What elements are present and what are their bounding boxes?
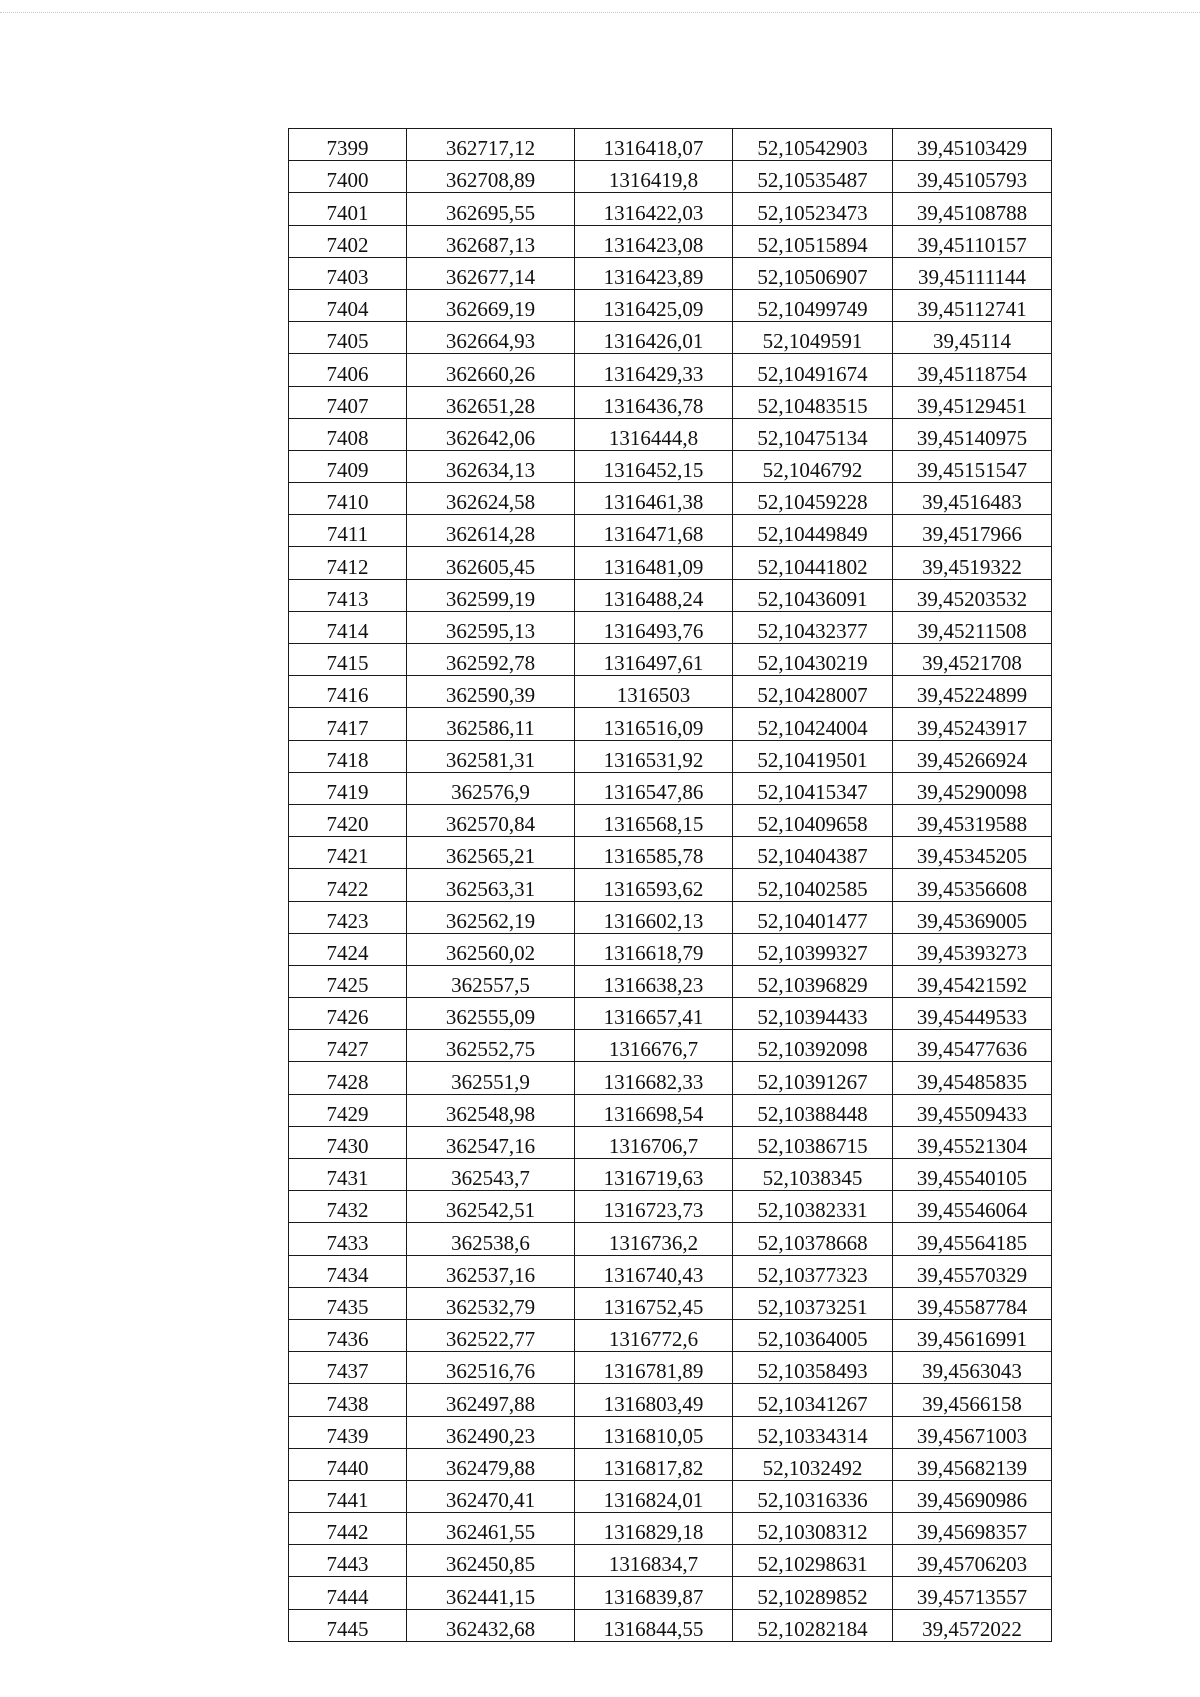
x-coordinate-cell: 362592,78 (407, 644, 575, 676)
point-number-cell: 7432 (289, 1191, 407, 1223)
latitude-cell: 52,1049591 (733, 322, 893, 354)
x-coordinate-cell: 362551,9 (407, 1062, 575, 1094)
y-coordinate-cell: 1316682,33 (575, 1062, 733, 1094)
latitude-cell: 52,10483515 (733, 386, 893, 418)
longitude-cell: 39,45546064 (893, 1191, 1052, 1223)
longitude-cell: 39,45521304 (893, 1126, 1052, 1158)
latitude-cell: 52,1046792 (733, 450, 893, 482)
latitude-cell: 52,10334314 (733, 1416, 893, 1448)
longitude-cell: 39,45449533 (893, 998, 1052, 1030)
longitude-cell: 39,45103429 (893, 129, 1052, 161)
table-row (289, 1384, 1052, 1416)
x-coordinate-cell: 362664,93 (407, 322, 575, 354)
longitude-cell: 39,45570329 (893, 1255, 1052, 1287)
y-coordinate-cell: 1316803,49 (575, 1384, 733, 1416)
table-row (289, 1352, 1052, 1384)
y-coordinate-cell: 1316844,55 (575, 1609, 733, 1641)
latitude-cell: 52,1032492 (733, 1448, 893, 1480)
table-row (289, 1191, 1052, 1223)
x-coordinate-cell: 362563,31 (407, 869, 575, 901)
longitude-cell: 39,45243917 (893, 708, 1052, 740)
y-coordinate-cell: 1316493,76 (575, 611, 733, 643)
y-coordinate-cell: 1316829,18 (575, 1513, 733, 1545)
point-number-cell: 7437 (289, 1352, 407, 1384)
latitude-cell: 52,10388448 (733, 1094, 893, 1126)
longitude-cell: 39,4519322 (893, 547, 1052, 579)
table-row (289, 965, 1052, 997)
x-coordinate-cell: 362614,28 (407, 515, 575, 547)
point-number-cell: 7438 (289, 1384, 407, 1416)
longitude-cell: 39,45224899 (893, 676, 1052, 708)
point-number-cell: 7419 (289, 772, 407, 804)
longitude-cell: 39,45266924 (893, 740, 1052, 772)
latitude-cell: 52,10428007 (733, 676, 893, 708)
x-coordinate-cell: 362708,89 (407, 161, 575, 193)
table-row (289, 1319, 1052, 1351)
y-coordinate-cell: 1316839,87 (575, 1577, 733, 1609)
y-coordinate-cell: 1316503 (575, 676, 733, 708)
table-row (289, 161, 1052, 193)
y-coordinate-cell: 1316426,01 (575, 322, 733, 354)
x-coordinate-cell: 362497,88 (407, 1384, 575, 1416)
y-coordinate-cell: 1316706,7 (575, 1126, 733, 1158)
y-coordinate-cell: 1316423,08 (575, 225, 733, 257)
y-coordinate-cell: 1316418,07 (575, 129, 733, 161)
latitude-cell: 52,10341267 (733, 1384, 893, 1416)
latitude-cell: 52,10409658 (733, 804, 893, 836)
point-number-cell: 7410 (289, 483, 407, 515)
point-number-cell: 7427 (289, 1030, 407, 1062)
x-coordinate-cell: 362490,23 (407, 1416, 575, 1448)
longitude-cell: 39,45713557 (893, 1577, 1052, 1609)
point-number-cell: 7404 (289, 289, 407, 321)
latitude-cell: 52,10449849 (733, 515, 893, 547)
latitude-cell: 52,10396829 (733, 965, 893, 997)
longitude-cell: 39,45203532 (893, 579, 1052, 611)
point-number-cell: 7412 (289, 547, 407, 579)
x-coordinate-cell: 362634,13 (407, 450, 575, 482)
y-coordinate-cell: 1316488,24 (575, 579, 733, 611)
longitude-cell: 39,45698357 (893, 1513, 1052, 1545)
point-number-cell: 7399 (289, 129, 407, 161)
longitude-cell: 39,45356608 (893, 869, 1052, 901)
point-number-cell: 7439 (289, 1416, 407, 1448)
table-row (289, 225, 1052, 257)
y-coordinate-cell: 1316752,45 (575, 1287, 733, 1319)
point-number-cell: 7415 (289, 644, 407, 676)
y-coordinate-cell: 1316781,89 (575, 1352, 733, 1384)
point-number-cell: 7420 (289, 804, 407, 836)
latitude-cell: 52,10499749 (733, 289, 893, 321)
longitude-cell: 39,4563043 (893, 1352, 1052, 1384)
x-coordinate-cell: 362548,98 (407, 1094, 575, 1126)
longitude-cell: 39,4566158 (893, 1384, 1052, 1416)
longitude-cell: 39,45564185 (893, 1223, 1052, 1255)
x-coordinate-cell: 362543,7 (407, 1159, 575, 1191)
longitude-cell: 39,45485835 (893, 1062, 1052, 1094)
table-row (289, 772, 1052, 804)
table-row (289, 579, 1052, 611)
x-coordinate-cell: 362570,84 (407, 804, 575, 836)
latitude-cell: 52,10289852 (733, 1577, 893, 1609)
latitude-cell: 52,10364005 (733, 1319, 893, 1351)
point-number-cell: 7416 (289, 676, 407, 708)
x-coordinate-cell: 362461,55 (407, 1513, 575, 1545)
point-number-cell: 7444 (289, 1577, 407, 1609)
point-number-cell: 7431 (289, 1159, 407, 1191)
longitude-cell: 39,4572022 (893, 1609, 1052, 1641)
point-number-cell: 7440 (289, 1448, 407, 1480)
table-row (289, 1609, 1052, 1641)
latitude-cell: 52,10399327 (733, 933, 893, 965)
latitude-cell: 52,10308312 (733, 1513, 893, 1545)
x-coordinate-cell: 362450,85 (407, 1545, 575, 1577)
latitude-cell: 52,10358493 (733, 1352, 893, 1384)
x-coordinate-cell: 362562,19 (407, 901, 575, 933)
coordinates-table-body (289, 129, 1052, 1642)
y-coordinate-cell: 1316516,09 (575, 708, 733, 740)
longitude-cell: 39,45509433 (893, 1094, 1052, 1126)
table-row (289, 193, 1052, 225)
longitude-cell: 39,45111144 (893, 257, 1052, 289)
point-number-cell: 7403 (289, 257, 407, 289)
latitude-cell: 52,10392098 (733, 1030, 893, 1062)
latitude-cell: 52,10282184 (733, 1609, 893, 1641)
longitude-cell: 39,45706203 (893, 1545, 1052, 1577)
x-coordinate-cell: 362581,31 (407, 740, 575, 772)
x-coordinate-cell: 362557,5 (407, 965, 575, 997)
latitude-cell: 52,10415347 (733, 772, 893, 804)
latitude-cell: 52,10402585 (733, 869, 893, 901)
table-row (289, 676, 1052, 708)
x-coordinate-cell: 362537,16 (407, 1255, 575, 1287)
table-row (289, 1480, 1052, 1512)
x-coordinate-cell: 362538,6 (407, 1223, 575, 1255)
table-row (289, 1223, 1052, 1255)
y-coordinate-cell: 1316740,43 (575, 1255, 733, 1287)
table-row (289, 1577, 1052, 1609)
x-coordinate-cell: 362695,55 (407, 193, 575, 225)
x-coordinate-cell: 362552,75 (407, 1030, 575, 1062)
y-coordinate-cell: 1316531,92 (575, 740, 733, 772)
table-row (289, 837, 1052, 869)
longitude-cell: 39,45477636 (893, 1030, 1052, 1062)
point-number-cell: 7424 (289, 933, 407, 965)
point-number-cell: 7411 (289, 515, 407, 547)
y-coordinate-cell: 1316834,7 (575, 1545, 733, 1577)
y-coordinate-cell: 1316593,62 (575, 869, 733, 901)
y-coordinate-cell: 1316824,01 (575, 1480, 733, 1512)
point-number-cell: 7407 (289, 386, 407, 418)
table-row (289, 1126, 1052, 1158)
x-coordinate-cell: 362479,88 (407, 1448, 575, 1480)
y-coordinate-cell: 1316497,61 (575, 644, 733, 676)
y-coordinate-cell: 1316547,86 (575, 772, 733, 804)
point-number-cell: 7436 (289, 1319, 407, 1351)
longitude-cell: 39,45211508 (893, 611, 1052, 643)
y-coordinate-cell: 1316638,23 (575, 965, 733, 997)
latitude-cell: 52,10506907 (733, 257, 893, 289)
scan-top-edge (0, 12, 1200, 13)
longitude-cell: 39,45105793 (893, 161, 1052, 193)
table-row (289, 869, 1052, 901)
y-coordinate-cell: 1316723,73 (575, 1191, 733, 1223)
longitude-cell: 39,45319588 (893, 804, 1052, 836)
point-number-cell: 7406 (289, 354, 407, 386)
longitude-cell: 39,45345205 (893, 837, 1052, 869)
y-coordinate-cell: 1316481,09 (575, 547, 733, 579)
longitude-cell: 39,45671003 (893, 1416, 1052, 1448)
point-number-cell: 7435 (289, 1287, 407, 1319)
point-number-cell: 7422 (289, 869, 407, 901)
table-row (289, 129, 1052, 161)
x-coordinate-cell: 362565,21 (407, 837, 575, 869)
table-row (289, 1416, 1052, 1448)
latitude-cell: 52,10382331 (733, 1191, 893, 1223)
longitude-cell: 39,45682139 (893, 1448, 1052, 1480)
table-row (289, 418, 1052, 450)
y-coordinate-cell: 1316425,09 (575, 289, 733, 321)
point-number-cell: 7405 (289, 322, 407, 354)
x-coordinate-cell: 362441,15 (407, 1577, 575, 1609)
longitude-cell: 39,45587784 (893, 1287, 1052, 1319)
latitude-cell: 52,10424004 (733, 708, 893, 740)
latitude-cell: 52,10386715 (733, 1126, 893, 1158)
table-row (289, 354, 1052, 386)
y-coordinate-cell: 1316602,13 (575, 901, 733, 933)
latitude-cell: 52,10391267 (733, 1062, 893, 1094)
latitude-cell: 52,10404387 (733, 837, 893, 869)
longitude-cell: 39,4517966 (893, 515, 1052, 547)
table-row (289, 901, 1052, 933)
longitude-cell: 39,45140975 (893, 418, 1052, 450)
x-coordinate-cell: 362547,16 (407, 1126, 575, 1158)
y-coordinate-cell: 1316698,54 (575, 1094, 733, 1126)
latitude-cell: 52,10491674 (733, 354, 893, 386)
latitude-cell: 52,10436091 (733, 579, 893, 611)
table-row (289, 933, 1052, 965)
latitude-cell: 52,10515894 (733, 225, 893, 257)
y-coordinate-cell: 1316817,82 (575, 1448, 733, 1480)
latitude-cell: 52,10459228 (733, 483, 893, 515)
point-number-cell: 7426 (289, 998, 407, 1030)
y-coordinate-cell: 1316810,05 (575, 1416, 733, 1448)
latitude-cell: 52,10432377 (733, 611, 893, 643)
y-coordinate-cell: 1316471,68 (575, 515, 733, 547)
table-row (289, 740, 1052, 772)
table-row (289, 1545, 1052, 1577)
point-number-cell: 7409 (289, 450, 407, 482)
y-coordinate-cell: 1316419,8 (575, 161, 733, 193)
longitude-cell: 39,45114 (893, 322, 1052, 354)
latitude-cell: 52,10523473 (733, 193, 893, 225)
table-row (289, 483, 1052, 515)
x-coordinate-cell: 362595,13 (407, 611, 575, 643)
coordinates-table (288, 128, 1052, 1642)
point-number-cell: 7402 (289, 225, 407, 257)
table-row (289, 547, 1052, 579)
longitude-cell: 39,45369005 (893, 901, 1052, 933)
x-coordinate-cell: 362605,45 (407, 547, 575, 579)
x-coordinate-cell: 362677,14 (407, 257, 575, 289)
point-number-cell: 7408 (289, 418, 407, 450)
longitude-cell: 39,4521708 (893, 644, 1052, 676)
point-number-cell: 7433 (289, 1223, 407, 1255)
longitude-cell: 39,45118754 (893, 354, 1052, 386)
point-number-cell: 7421 (289, 837, 407, 869)
x-coordinate-cell: 362642,06 (407, 418, 575, 450)
longitude-cell: 39,45540105 (893, 1159, 1052, 1191)
y-coordinate-cell: 1316719,63 (575, 1159, 733, 1191)
point-number-cell: 7423 (289, 901, 407, 933)
latitude-cell: 52,10535487 (733, 161, 893, 193)
longitude-cell: 39,45290098 (893, 772, 1052, 804)
point-number-cell: 7414 (289, 611, 407, 643)
y-coordinate-cell: 1316568,15 (575, 804, 733, 836)
longitude-cell: 39,45421592 (893, 965, 1052, 997)
point-number-cell: 7443 (289, 1545, 407, 1577)
point-number-cell: 7441 (289, 1480, 407, 1512)
table-row (289, 804, 1052, 836)
x-coordinate-cell: 362542,51 (407, 1191, 575, 1223)
x-coordinate-cell: 362669,19 (407, 289, 575, 321)
latitude-cell: 52,10298631 (733, 1545, 893, 1577)
x-coordinate-cell: 362599,19 (407, 579, 575, 611)
latitude-cell: 52,10373251 (733, 1287, 893, 1319)
y-coordinate-cell: 1316429,33 (575, 354, 733, 386)
table-row (289, 515, 1052, 547)
y-coordinate-cell: 1316585,78 (575, 837, 733, 869)
x-coordinate-cell: 362576,9 (407, 772, 575, 804)
latitude-cell: 52,10419501 (733, 740, 893, 772)
x-coordinate-cell: 362555,09 (407, 998, 575, 1030)
longitude-cell: 39,45129451 (893, 386, 1052, 418)
x-coordinate-cell: 362586,11 (407, 708, 575, 740)
point-number-cell: 7425 (289, 965, 407, 997)
table-row (289, 1255, 1052, 1287)
table-row (289, 611, 1052, 643)
latitude-cell: 52,10377323 (733, 1255, 893, 1287)
y-coordinate-cell: 1316736,2 (575, 1223, 733, 1255)
latitude-cell: 52,10441802 (733, 547, 893, 579)
table-row (289, 1448, 1052, 1480)
latitude-cell: 52,10542903 (733, 129, 893, 161)
point-number-cell: 7434 (289, 1255, 407, 1287)
longitude-cell: 39,45393273 (893, 933, 1052, 965)
point-number-cell: 7413 (289, 579, 407, 611)
x-coordinate-cell: 362717,12 (407, 129, 575, 161)
y-coordinate-cell: 1316452,15 (575, 450, 733, 482)
y-coordinate-cell: 1316422,03 (575, 193, 733, 225)
point-number-cell: 7417 (289, 708, 407, 740)
longitude-cell: 39,45151547 (893, 450, 1052, 482)
x-coordinate-cell: 362687,13 (407, 225, 575, 257)
table-row (289, 1094, 1052, 1126)
x-coordinate-cell: 362624,58 (407, 483, 575, 515)
latitude-cell: 52,10316336 (733, 1480, 893, 1512)
longitude-cell: 39,45616991 (893, 1319, 1052, 1351)
table-row (289, 1513, 1052, 1545)
point-number-cell: 7418 (289, 740, 407, 772)
y-coordinate-cell: 1316423,89 (575, 257, 733, 289)
latitude-cell: 52,10430219 (733, 644, 893, 676)
longitude-cell: 39,45112741 (893, 289, 1052, 321)
x-coordinate-cell: 362660,26 (407, 354, 575, 386)
table-row (289, 644, 1052, 676)
table-row (289, 1287, 1052, 1319)
x-coordinate-cell: 362470,41 (407, 1480, 575, 1512)
point-number-cell: 7428 (289, 1062, 407, 1094)
point-number-cell: 7430 (289, 1126, 407, 1158)
y-coordinate-cell: 1316618,79 (575, 933, 733, 965)
y-coordinate-cell: 1316676,7 (575, 1030, 733, 1062)
x-coordinate-cell: 362560,02 (407, 933, 575, 965)
x-coordinate-cell: 362532,79 (407, 1287, 575, 1319)
x-coordinate-cell: 362522,77 (407, 1319, 575, 1351)
point-number-cell: 7442 (289, 1513, 407, 1545)
table-row (289, 1062, 1052, 1094)
table-row (289, 289, 1052, 321)
table-row (289, 322, 1052, 354)
longitude-cell: 39,45690986 (893, 1480, 1052, 1512)
y-coordinate-cell: 1316657,41 (575, 998, 733, 1030)
latitude-cell: 52,1038345 (733, 1159, 893, 1191)
longitude-cell: 39,45108788 (893, 193, 1052, 225)
point-number-cell: 7401 (289, 193, 407, 225)
y-coordinate-cell: 1316772,6 (575, 1319, 733, 1351)
latitude-cell: 52,10475134 (733, 418, 893, 450)
y-coordinate-cell: 1316436,78 (575, 386, 733, 418)
latitude-cell: 52,10378668 (733, 1223, 893, 1255)
latitude-cell: 52,10394433 (733, 998, 893, 1030)
x-coordinate-cell: 362651,28 (407, 386, 575, 418)
x-coordinate-cell: 362432,68 (407, 1609, 575, 1641)
point-number-cell: 7429 (289, 1094, 407, 1126)
table-row (289, 708, 1052, 740)
x-coordinate-cell: 362590,39 (407, 676, 575, 708)
point-number-cell: 7400 (289, 161, 407, 193)
table-row (289, 257, 1052, 289)
longitude-cell: 39,4516483 (893, 483, 1052, 515)
x-coordinate-cell: 362516,76 (407, 1352, 575, 1384)
longitude-cell: 39,45110157 (893, 225, 1052, 257)
table-row (289, 386, 1052, 418)
y-coordinate-cell: 1316444,8 (575, 418, 733, 450)
y-coordinate-cell: 1316461,38 (575, 483, 733, 515)
table-row (289, 450, 1052, 482)
point-number-cell: 7445 (289, 1609, 407, 1641)
table-row (289, 1159, 1052, 1191)
latitude-cell: 52,10401477 (733, 901, 893, 933)
table-row (289, 1030, 1052, 1062)
table-row (289, 998, 1052, 1030)
